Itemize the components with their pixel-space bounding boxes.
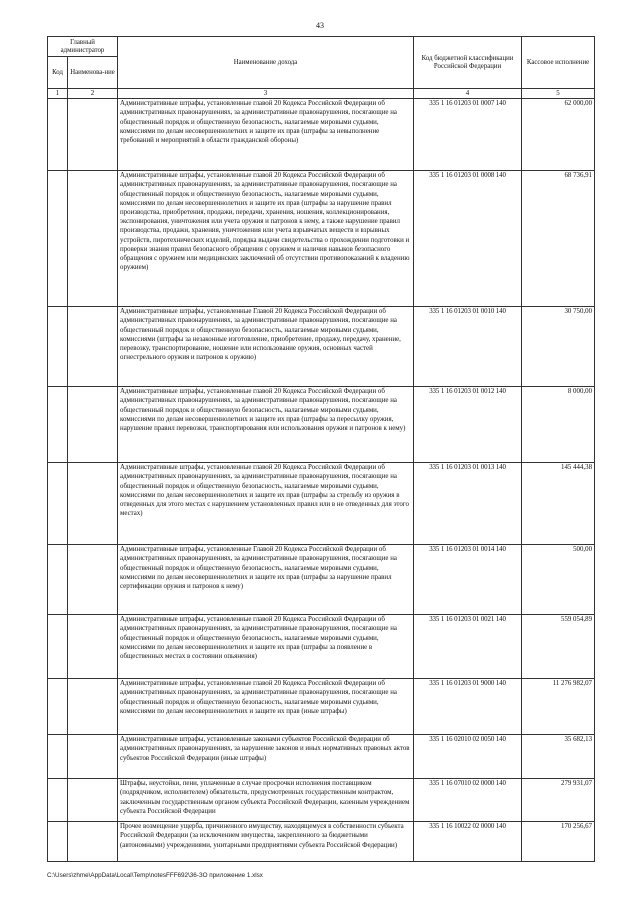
budget-code-cell: 335 1 16 01203 01 0012 140 [414, 387, 522, 463]
table-row [48, 735, 595, 779]
admin-name-cell [68, 822, 118, 862]
table-row [48, 99, 595, 171]
admin-code-cell [48, 615, 68, 679]
amount-cell: 279 931,07 [522, 779, 595, 822]
amount-cell: 500,00 [522, 545, 595, 615]
admin-name-cell [68, 615, 118, 679]
header-code: Код [48, 57, 68, 89]
column-number: 3 [118, 89, 414, 99]
amount-cell: 145 444,38 [522, 463, 595, 545]
header-naming: Наименова-ние [68, 57, 118, 89]
table-row [48, 822, 595, 862]
budget-code-cell: 335 1 16 01203 01 0021 140 [414, 615, 522, 679]
admin-code-cell [48, 735, 68, 779]
header-budget-code: Код бюджетной классификации Российской Федерации [414, 37, 522, 89]
column-number: 5 [522, 89, 595, 99]
income-description: Административные штрафы, установленные главой 20 Кодекса Российской Федерации об административных правонарушениях, за административные правонарушения, посягающие на общественный порядок и общественную безопасность, налагаемые мировыми судьями, комиссиями по делам несовершеннолетних и защите их прав (иные штрафы) [118, 679, 414, 735]
income-description: Административные штрафы, установленные главой 20 Кодекса Российской Федерации об административных правонарушениях, за административные правонарушения, посягающие на общественный порядок и общественную безопасность, налагаемые мировыми судьями, комиссиями по делам несовершеннолетних и защите их прав (штрафы за пересылку оружия, нарушение правил перевозки, транспортирования или использования оружия и патронов к нему) [118, 387, 414, 463]
income-description: Административные штрафы, установленные главой 20 Кодекса Российской Федерации об административных правонарушениях, за административные правонарушения, посягающие на общественный порядок и общественную безопасность, налагаемые мировыми судьями, комиссиями по делам несовершеннолетних и защите их прав (штрафы за стрельбу из оружия в отведенных для этого местах с нарушением установленных правил или в не отведенных для этого местах) [118, 463, 414, 545]
income-description: Административные штрафы, установленные главой 20 Кодекса Российской Федерации об административных правонарушениях, за административные правонарушения, посягающие на общественный порядок и общественную безопасность, налагаемые мировыми судьями, комиссиями по делам несовершеннолетних и защите их прав (штрафы за невыполнение требований и мероприятий в области гражданской обороны) [118, 99, 414, 171]
income-description: Административные штрафы, установленные главой 20 Кодекса Российской Федерации об административных правонарушениях, за административные правонарушения, посягающие на общественный порядок и общественную безопасность, налагаемые мировыми судьями, комиссиями по делам несовершеннолетних и защите их прав (штрафы за нарушение правил производства, приобретения, продажи, передачи, хранения, ношения, коллекционирования, экспонирования, уничтожения или учета оружия и патронов к нему, а также нарушение правил производства, продажи, хранения, уничтожения или учета взрывчатых веществ и взрывных устройств, пиротехнических изделий, порядка выдачи свидетельства о прохождении подготовки и проверки знания правил безопасного обращения с оружием и наличия навыков безопасного обращения с оружием или медицинских заключений об отсутствии противопоказаний к владению оружием) [118, 171, 414, 307]
page-number: 43 [316, 21, 324, 30]
header-administrator: Главный администратор [48, 37, 118, 57]
admin-name-cell [68, 307, 118, 387]
table-row [48, 171, 595, 307]
amount-cell: 62 000,00 [522, 99, 595, 171]
budget-code-cell: 335 1 16 01203 01 0008 140 [414, 171, 522, 307]
admin-code-cell [48, 822, 68, 862]
amount-cell: 35 682,13 [522, 735, 595, 779]
amount-cell: 8 000,00 [522, 387, 595, 463]
admin-code-cell [48, 545, 68, 615]
income-description: Административные штрафы, установленные главой 20 Кодекса Российской Федерации об административных правонарушениях, за административные правонарушения, посягающие на общественный порядок и общественную безопасность, налагаемые мировыми судьями, комиссиями по делам несовершеннолетних и защите их прав (штрафы за появление в общественных местах в состоянии опьянения) [118, 615, 414, 679]
amount-cell: 30 750,00 [522, 307, 595, 387]
header-cash-execution: Кассовое исполнение [522, 37, 595, 89]
income-description: Административные штрафы, установленные Главой 20 Кодекса Российской Федерации об административных правонарушениях, за административные правонарушения, посягающие на общественный порядок и общественную безопасность, налагаемые мировыми судьями, комиссиями по делам несовершеннолетних и защите их прав (штрафы за нарушение правил сертификации оружия и патронов к нему) [118, 545, 414, 615]
income-description: Штрафы, неустойки, пени, уплаченные в случае просрочки исполнения поставщиком (подрядчиком, исполнителем) обязательств, предусмотренных государственным контрактом, заключенным государственным органом субъекта Российской Федерации, казенным учреждением субъекта Российской Федерации [118, 779, 414, 822]
budget-code-cell: 335 1 16 07010 02 0000 140 [414, 779, 522, 822]
admin-code-cell [48, 463, 68, 545]
income-description: Административные штрафы, установленные Главой 20 Кодекса Российской Федерации об административных правонарушениях, за административные правонарушения, посягающие на общественный порядок и общественную безопасность, налагаемые мировыми судьями, комиссиями (штрафы за незаконные изготовление, приобретение, продажу, передачу, хранение, перевозку, транспортирование, ношение или использование оружия, основных частей огнестрельного оружия и патронов к оружию) [118, 307, 414, 387]
admin-code-cell [48, 679, 68, 735]
admin-name-cell [68, 387, 118, 463]
budget-code-cell: 335 1 16 01203 01 0007 140 [414, 99, 522, 171]
table-row [48, 779, 595, 822]
file-path-footer: C:\Users\zhme\AppData\Local\Temp\notesFFF692\36-ЗО приложение 1.xlsx [47, 872, 263, 879]
admin-name-cell [68, 463, 118, 545]
amount-cell: 68 736,91 [522, 171, 595, 307]
column-number: 4 [414, 89, 522, 99]
income-table [47, 36, 595, 862]
amount-cell: 559 054,89 [522, 615, 595, 679]
admin-name-cell [68, 679, 118, 735]
admin-name-cell [68, 735, 118, 779]
amount-cell: 11 276 982,07 [522, 679, 595, 735]
admin-code-cell [48, 99, 68, 171]
admin-code-cell [48, 307, 68, 387]
income-description: Административные штрафы, установленные законами субъектов Российской Федерации об административных правонарушениях, за нарушение законов и иных нормативных правовых актов субъектов Российской Федерации (иные штрафы) [118, 735, 414, 779]
budget-code-cell: 335 1 16 10022 02 0000 140 [414, 822, 522, 862]
budget-code-cell: 335 1 16 01203 01 9000 140 [414, 679, 522, 735]
budget-code-cell: 335 1 16 01203 01 0014 140 [414, 545, 522, 615]
admin-code-cell [48, 171, 68, 307]
admin-name-cell [68, 779, 118, 822]
header-income-name: Наименование дохода [118, 37, 414, 89]
admin-name-cell [68, 171, 118, 307]
table-row [48, 387, 595, 463]
income-description: Прочее возмещение ущерба, причиненного имуществу, находящемуся в собственности субъекта Российской Федерации (за исключением имущества, закрепленного за бюджетными (автономными) учреждениями, унитарными предприятиями субъекта Российской Федерации) [118, 822, 414, 862]
column-number: 2 [68, 89, 118, 99]
budget-code-cell: 335 1 16 01203 01 0010 140 [414, 307, 522, 387]
budget-code-cell: 335 1 16 02010 02 0050 140 [414, 735, 522, 779]
admin-code-cell [48, 387, 68, 463]
table-row [48, 545, 595, 615]
table-row [48, 615, 595, 679]
column-numbers-row [48, 89, 595, 99]
admin-name-cell [68, 99, 118, 171]
column-number: 1 [48, 89, 68, 99]
table-row [48, 307, 595, 387]
table-row [48, 679, 595, 735]
table-row [48, 463, 595, 545]
admin-code-cell [48, 779, 68, 822]
budget-code-cell: 335 1 16 01203 01 0013 140 [414, 463, 522, 545]
admin-name-cell [68, 545, 118, 615]
header-row [48, 37, 595, 57]
amount-cell: 170 256,67 [522, 822, 595, 862]
